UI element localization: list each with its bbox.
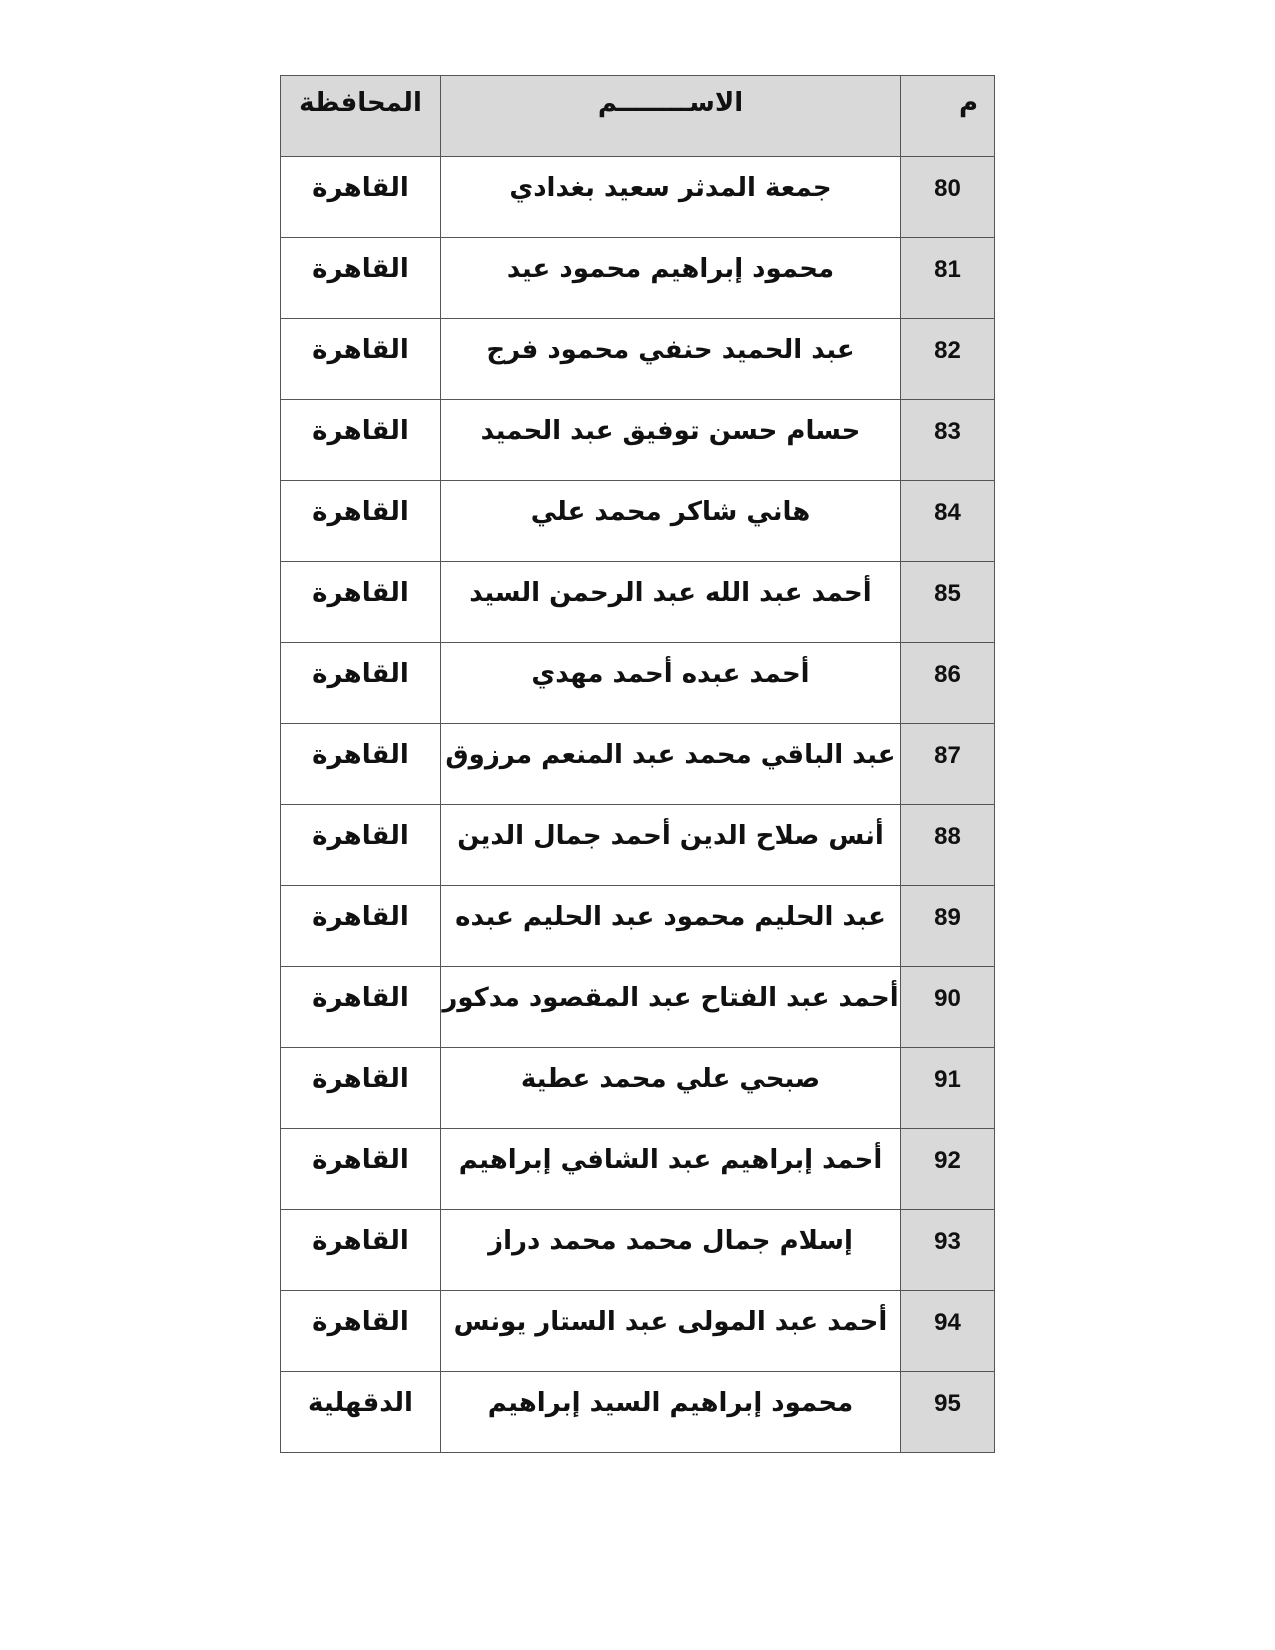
number-cell: 90 bbox=[901, 967, 995, 1048]
governorate-cell: القاهرة bbox=[281, 643, 441, 724]
name-cell: عبد الباقي محمد عبد المنعم مرزوق bbox=[441, 724, 901, 805]
table-row bbox=[281, 1210, 995, 1291]
table-row bbox=[281, 886, 995, 967]
number-cell: 81 bbox=[901, 238, 995, 319]
number-cell: 89 bbox=[901, 886, 995, 967]
name-cell: صبحي علي محمد عطية bbox=[441, 1048, 901, 1129]
governorate-cell: القاهرة bbox=[281, 1291, 441, 1372]
name-cell: أحمد عبد الفتاح عبد المقصود مدكور bbox=[441, 967, 901, 1048]
table-body bbox=[281, 157, 995, 1453]
governorate-cell: القاهرة bbox=[281, 481, 441, 562]
number-cell: 85 bbox=[901, 562, 995, 643]
table-row bbox=[281, 724, 995, 805]
governorate-cell: القاهرة bbox=[281, 724, 441, 805]
number-cell: 88 bbox=[901, 805, 995, 886]
governorate-cell: القاهرة bbox=[281, 805, 441, 886]
name-cell: أنس صلاح الدين أحمد جمال الدين bbox=[441, 805, 901, 886]
name-cell: أحمد عبد المولى عبد الستار يونس bbox=[441, 1291, 901, 1372]
table-row bbox=[281, 562, 995, 643]
table-row bbox=[281, 1129, 995, 1210]
number-cell: 83 bbox=[901, 400, 995, 481]
header-name: الاســــــــم bbox=[441, 76, 901, 157]
name-cell: جمعة المدثر سعيد بغدادي bbox=[441, 157, 901, 238]
governorate-cell: القاهرة bbox=[281, 1210, 441, 1291]
governorate-cell: القاهرة bbox=[281, 1129, 441, 1210]
number-cell: 80 bbox=[901, 157, 995, 238]
header-number: م bbox=[901, 76, 995, 157]
number-cell: 93 bbox=[901, 1210, 995, 1291]
name-cell: أحمد عبده أحمد مهدي bbox=[441, 643, 901, 724]
name-cell: محمود إبراهيم السيد إبراهيم bbox=[441, 1372, 901, 1453]
name-cell: أحمد إبراهيم عبد الشافي إبراهيم bbox=[441, 1129, 901, 1210]
governorate-cell: القاهرة bbox=[281, 238, 441, 319]
number-cell: 87 bbox=[901, 724, 995, 805]
governorate-cell: القاهرة bbox=[281, 319, 441, 400]
name-cell: عبد الحليم محمود عبد الحليم عبده bbox=[441, 886, 901, 967]
number-cell: 84 bbox=[901, 481, 995, 562]
governorate-cell: القاهرة bbox=[281, 886, 441, 967]
name-cell: أحمد عبد الله عبد الرحمن السيد bbox=[441, 562, 901, 643]
name-cell: هاني شاكر محمد علي bbox=[441, 481, 901, 562]
names-table bbox=[280, 75, 995, 1453]
table-row bbox=[281, 238, 995, 319]
table-row bbox=[281, 1048, 995, 1129]
number-cell: 94 bbox=[901, 1291, 995, 1372]
table-row bbox=[281, 805, 995, 886]
name-cell: حسام حسن توفيق عبد الحميد bbox=[441, 400, 901, 481]
number-cell: 95 bbox=[901, 1372, 995, 1453]
governorate-cell: القاهرة bbox=[281, 1048, 441, 1129]
header-row bbox=[281, 76, 995, 157]
name-cell: محمود إبراهيم محمود عيد bbox=[441, 238, 901, 319]
table-row bbox=[281, 643, 995, 724]
governorate-cell: الدقهلية bbox=[281, 1372, 441, 1453]
number-cell: 82 bbox=[901, 319, 995, 400]
table-row bbox=[281, 481, 995, 562]
governorate-cell: القاهرة bbox=[281, 562, 441, 643]
table-row bbox=[281, 157, 995, 238]
number-cell: 92 bbox=[901, 1129, 995, 1210]
governorate-cell: القاهرة bbox=[281, 157, 441, 238]
number-cell: 91 bbox=[901, 1048, 995, 1129]
governorate-cell: القاهرة bbox=[281, 967, 441, 1048]
number-cell: 86 bbox=[901, 643, 995, 724]
governorate-cell: القاهرة bbox=[281, 400, 441, 481]
header-governorate: المحافظة bbox=[281, 76, 441, 157]
name-cell: إسلام جمال محمد محمد دراز bbox=[441, 1210, 901, 1291]
table-row bbox=[281, 319, 995, 400]
table-row bbox=[281, 1291, 995, 1372]
table-row bbox=[281, 1372, 995, 1453]
table-row bbox=[281, 400, 995, 481]
table-row bbox=[281, 967, 995, 1048]
name-cell: عبد الحميد حنفي محمود فرج bbox=[441, 319, 901, 400]
